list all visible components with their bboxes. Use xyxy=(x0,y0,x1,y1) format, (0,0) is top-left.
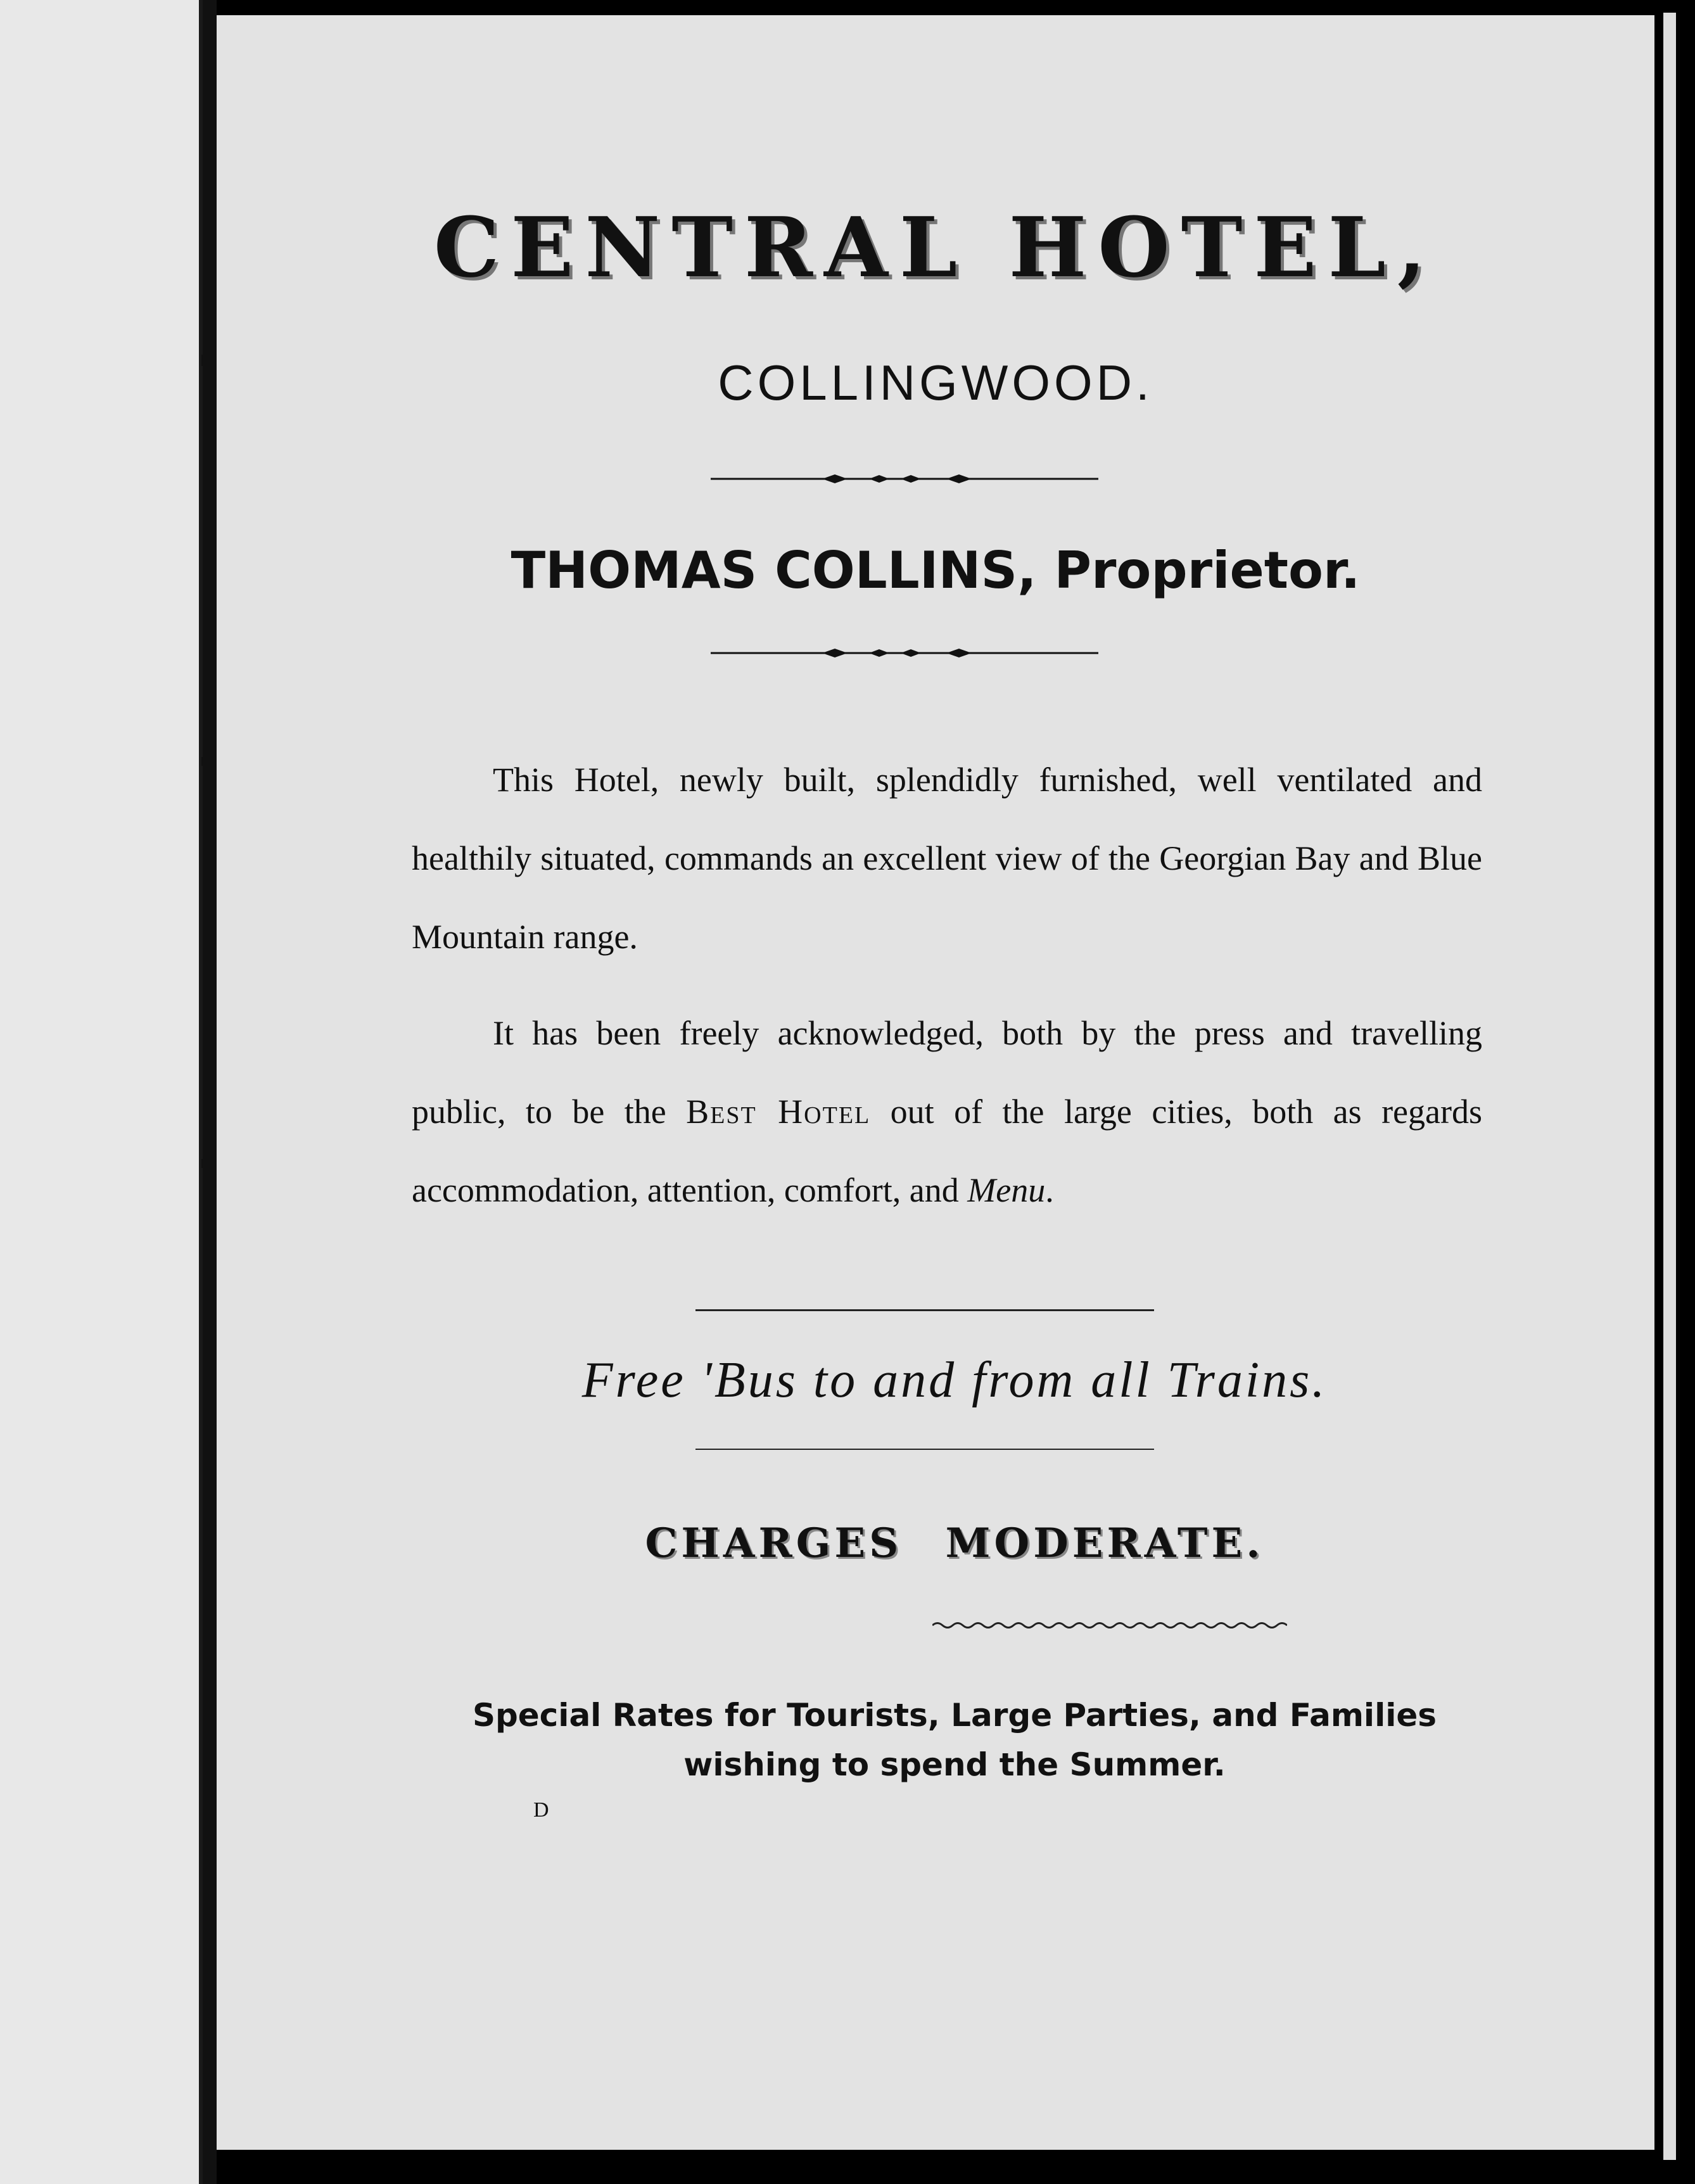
page-content xyxy=(217,15,1654,2150)
charges-moderate-heading: CHARGES MODERATE. xyxy=(645,1520,1264,1567)
special-rates-line: Special Rates for Tourists, Large Parties, and Families xyxy=(472,1697,1437,1734)
ornamental-divider xyxy=(711,645,1098,661)
binding-thread-mark xyxy=(201,757,209,766)
paragraph-text: . xyxy=(1045,1171,1054,1209)
free-bus-notice: Free 'Bus to and from all Trains. xyxy=(581,1352,1328,1408)
binding-thread-mark xyxy=(201,1159,209,1168)
signature-mark: D xyxy=(533,1798,549,1822)
proprietor-line: THOMAS COLLINS, Proprietor. xyxy=(511,541,1361,600)
thin-rule xyxy=(695,1309,1154,1311)
ornamental-divider xyxy=(711,471,1098,486)
hotel-title: CENTRAL HOTEL, xyxy=(433,199,1438,296)
special-rates-notice xyxy=(217,1691,1654,1789)
menu-italic: Menu xyxy=(967,1171,1046,1209)
paragraph-text: It has been freely acknowledged, both by the press and travelling public, to be the xyxy=(412,1014,1482,1131)
reputation-paragraph xyxy=(412,994,1482,1229)
thin-rule xyxy=(695,1449,1154,1450)
description-paragraph: This Hotel, newly built, splendidly furnished, well ventilated and healthily situated, commands an excellent view of the Georgian Bay and Blue Mountain range. xyxy=(412,761,1482,956)
best-hotel-emphasis: Best Hotel xyxy=(686,1093,871,1131)
advertisement-page xyxy=(217,15,1654,2150)
page-edge-strip xyxy=(1663,13,1676,2160)
book-gutter xyxy=(203,0,217,2184)
wavy-divider xyxy=(932,1621,1287,1630)
facing-page xyxy=(0,0,203,2184)
page-edge xyxy=(1654,0,1695,2184)
special-rates-line: wishing to spend the Summer. xyxy=(683,1746,1226,1783)
paragraph-text: out of the large cities, both as regards accommodation, attention, comfort, and xyxy=(412,1093,1482,1209)
binding-thread-mark xyxy=(201,355,209,366)
hotel-location: COLLINGWOOD. xyxy=(718,355,1153,410)
